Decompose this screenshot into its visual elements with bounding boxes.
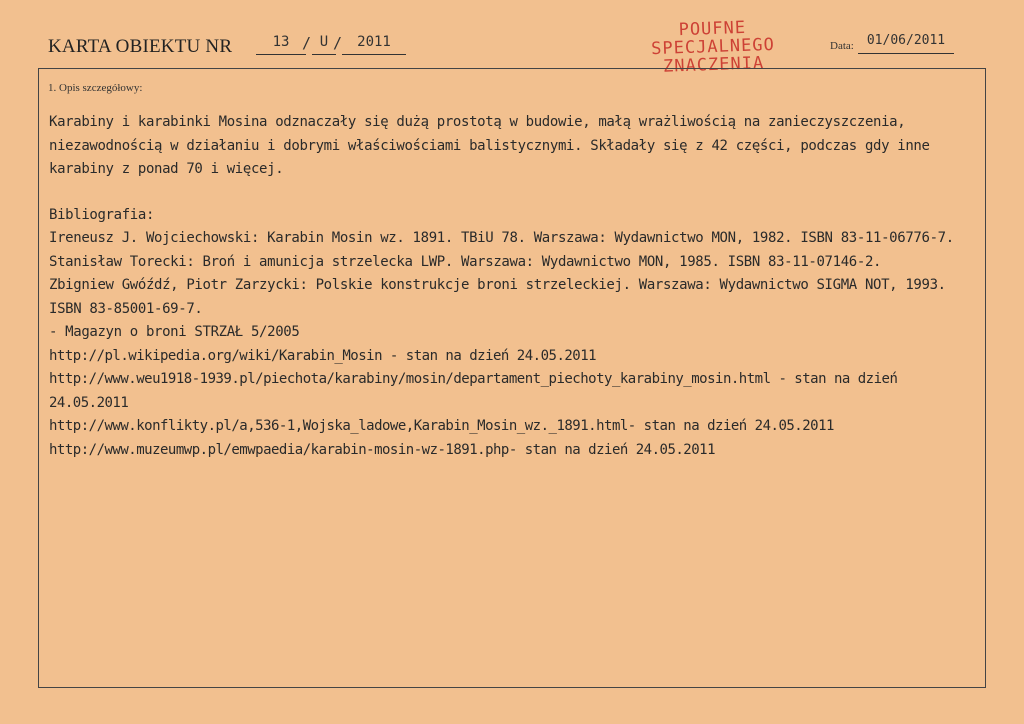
bibliography-link: http://www.weu1918-1939.pl/piechota/karabiny/mosin/departament_piechoty_karabiny_mosin.html - stan na dzień 24.05.2011 [49,371,898,411]
card-header-title: KARTA OBIEKTU NR [48,36,233,57]
stamp-line-1: POUFNE [678,17,747,41]
stamp-line-3: ZNACZENIA [662,53,765,77]
object-year-field: 2011 [342,34,406,55]
stamp-line-2: SPECJALNEGO [650,34,776,60]
bibliography-entry: Stanisław Torecki: Broń i amunicja strzelecka LWP. Warszawa: Wydawnictwo MON, 1985. ISBN 83-11-07146-2. [49,253,882,270]
nr-separator: / [302,34,312,52]
nr-separator: / [333,34,343,52]
bibliography-entry: - Magazyn o broni STRZAŁ 5/2005 [49,324,300,340]
bibliography-entry: Zbigniew Gwóźdź, Piotr Zarzycki: Polskie konstrukcje broni strzeleckiej. Warszawa: Wydawnictwo SIGMA NOT, 1993. ISBN 83-85001-69-7. [49,277,946,317]
object-series-field: U [312,34,336,55]
bibliography-heading: Bibliografia: [49,206,155,223]
bibliography-link: http://www.konflikty.pl/a,536-1,Wojska_ladowe,Karabin_Mosin_wz._1891.html- stan na dzień 24.05.2011 [49,418,834,434]
details-box [38,68,986,688]
bibliography-entry: Ireneusz J. Wojciechowski: Karabin Mosin wz. 1891. TBiU 78. Warszawa: Wydawnictwo MON, 1982. ISBN 83-11-06776-7. [49,230,954,246]
date-value: 01/06/2011 [858,33,954,54]
section-label: 1. Opis szczegółowy: [48,82,143,94]
description-text: Karabiny i karabinki Mosina odznaczały się dużą prostotą w budowie, małą wrażliwością na zanieczyszczenia, niezawodnością w działaniu i dobrymi właściwościami balistycznymi. Składały się z 42 części, podczas gdy inne karabiny z ponad 70 i więcej. [49,114,930,177]
bibliography-link: http://pl.wikipedia.org/wiki/Karabin_Mosin - stan na dzień 24.05.2011 [49,347,597,364]
object-number-field: 13 [256,34,306,55]
details-content [49,111,969,462]
date-label: Data: [830,40,854,52]
bibliography-link: http://www.muzeumwp.pl/emwpaedia/karabin-mosin-wz-1891.php- stan na dzień 24.05.2011 [49,441,716,458]
